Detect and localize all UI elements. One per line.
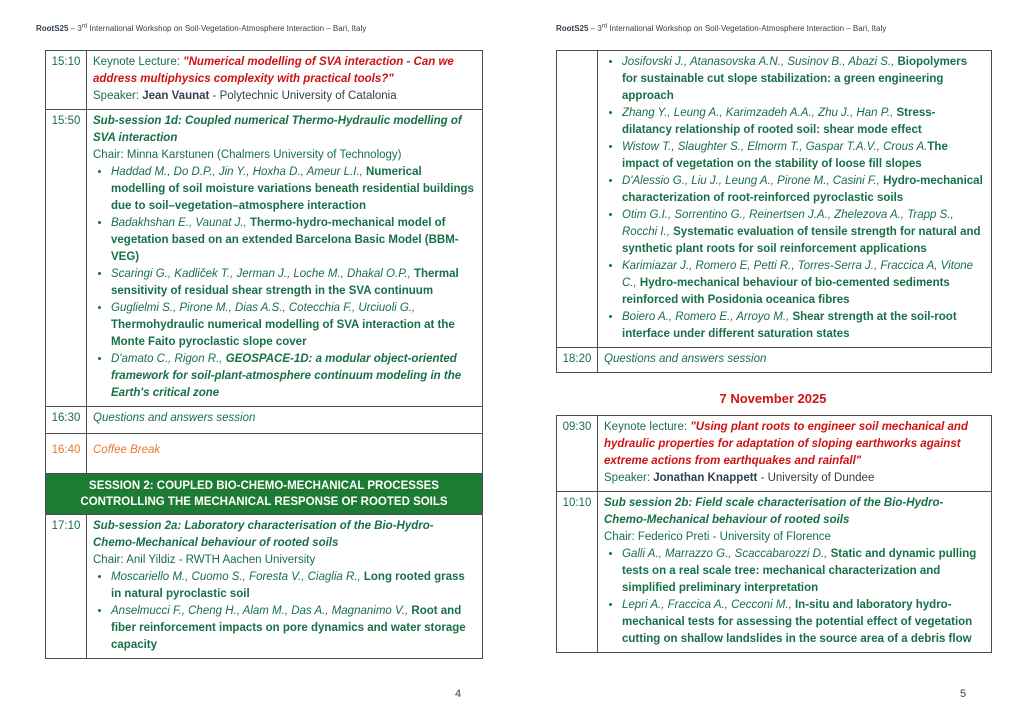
paper-item bbox=[111, 351, 476, 402]
speaker-affiliation: - Polytechnic University of Catalonia bbox=[209, 90, 397, 102]
paper-title: Thermohydraulic numerical modelling of SVA interaction at the Monte Faito pyroclastic slope cover bbox=[111, 319, 455, 348]
paper-item bbox=[622, 54, 985, 105]
paper-item bbox=[111, 300, 476, 351]
qa-text: Questions and answers session bbox=[604, 353, 767, 365]
table-row-keynote bbox=[557, 416, 991, 491]
program-table-day1-continued bbox=[556, 50, 992, 373]
paper-list bbox=[604, 54, 985, 343]
paper-title: Shear strength at the soil-root interface under different saturation states bbox=[622, 311, 957, 340]
keynote-title: "Numerical modelling of SVA interaction - Can we address multiphysics complexity with practical tools?" bbox=[93, 56, 454, 85]
table-row-session-2a bbox=[46, 514, 482, 658]
time-cell-empty bbox=[557, 51, 598, 347]
paper-authors: Scaringi G., Kadliček T., Jerman J., Loche M., Dhakal O.P., bbox=[111, 268, 414, 280]
paper-title: Thermal sensitivity of residual shear strength in the SVA continuum bbox=[111, 268, 459, 297]
paper-list bbox=[93, 569, 476, 654]
program-table-day2 bbox=[556, 415, 992, 653]
time-cell: 15:10 bbox=[46, 51, 87, 109]
paper-title: Root and fiber reinforcement impacts on pore dynamics and water storage capacity bbox=[111, 605, 466, 651]
table-row-qa bbox=[46, 406, 482, 433]
paper-item bbox=[622, 105, 985, 139]
paper-title: In-situ and laboratory hydro-mechanical tests for assessing the potential effect of vegetation cutting on shallow landslides in the source area of a debris flow bbox=[622, 599, 973, 645]
table-row-coffee-break bbox=[46, 433, 482, 473]
paper-title: Stress-dilatancy relationship of rooted soil: shear mode effect bbox=[622, 107, 936, 136]
paper-item bbox=[622, 309, 985, 343]
paper-authors: Wistow T., Slaughter S., Elmorm T., Gaspar T.A.V., Crous A. bbox=[622, 141, 928, 153]
session-banner: SESSION 2: COUPLED BIO-CHEMO-MECHANICAL PROCESSES CONTROLLING THE MECHANICAL RESPONSE OF ROOTED SOILS bbox=[46, 474, 482, 514]
keynote-label: Keynote lecture: bbox=[604, 421, 691, 433]
paper-authors: Guglielmi S., Pirone M., Dias A.S., Cotecchia F., Urciuoli G., bbox=[111, 302, 416, 314]
page-number-right: 5 bbox=[960, 688, 967, 700]
session-title: Sub-session 1d: Coupled numerical Thermo-Hydraulic modelling of SVA interaction bbox=[93, 115, 462, 144]
date-heading: 7 November 2025 bbox=[719, 391, 827, 406]
time-cell: 17:10 bbox=[46, 515, 87, 658]
time-cell: 15:50 bbox=[46, 110, 87, 406]
time-cell: 16:40 bbox=[46, 434, 87, 473]
paper-authors: D'amato C., Rigon R., bbox=[111, 353, 226, 365]
paper-title: Systematic evaluation of tensile strength for natural and synthetic plant roots for soil reinforcement applications bbox=[622, 226, 981, 255]
paper-authors: Lepri A., Fraccica A., Cecconi M., bbox=[622, 599, 795, 611]
header-brand: RootS25 bbox=[556, 24, 589, 33]
paper-item bbox=[622, 258, 985, 309]
session-title: Sub session 2b: Field scale characterisation of the Bio-Hydro-Chemo-Mechanical behaviour of rooted soils bbox=[604, 497, 944, 526]
header-mid: – 3 bbox=[68, 24, 82, 33]
header-mid: – 3 bbox=[588, 24, 602, 33]
session-title: Sub-session 2a: Laboratory characterisation of the Bio-Hydro-Chemo-Mechanical behaviour of rooted soils bbox=[93, 520, 434, 549]
header-rest: International Workshop on Soil-Vegetation-Atmosphere Interaction – Bari, Italy bbox=[87, 24, 367, 33]
time-cell: 10:10 bbox=[557, 492, 598, 652]
chair-line: Chair: Federico Preti - University of Florence bbox=[604, 531, 831, 543]
time-cell: 16:30 bbox=[46, 407, 87, 433]
paper-item bbox=[111, 266, 476, 300]
qa-text: Questions and answers session bbox=[93, 412, 256, 424]
paper-authors: Boiero A., Romero E., Arroyo M., bbox=[622, 311, 793, 323]
table-row-session-2b bbox=[557, 491, 991, 652]
speaker-name: Jean Vaunat bbox=[142, 90, 210, 102]
paper-authors: Josifovski J., Atanasovska A.N., Susinov B., Abazi S., bbox=[622, 56, 898, 68]
keynote-label: Keynote Lecture: bbox=[93, 56, 184, 68]
table-row-continuation bbox=[557, 51, 991, 347]
paper-authors: Haddad M., Do D.P., Jin Y., Hoxha D., Ameur L.I., bbox=[111, 166, 367, 178]
program-table-day1 bbox=[45, 50, 483, 659]
paper-title: The impact of vegetation on the stability of loose fill slopes bbox=[622, 141, 948, 170]
header-ordinal: rd bbox=[81, 23, 88, 30]
time-cell: 18:20 bbox=[557, 348, 598, 372]
paper-item bbox=[622, 207, 985, 258]
paper-item bbox=[622, 597, 985, 648]
header-brand: RootS25 bbox=[36, 24, 69, 33]
keynote-title: "Using plant roots to engineer soil mechanical and hydraulic properties for adaptation of sloping earthworks against extreme actions from earthquakes and rainfall" bbox=[604, 421, 968, 467]
paper-authors: Karimiazar J., Romero E, Petti R., Torres-Serra J., Fraccica A, Vitone C., bbox=[622, 260, 974, 289]
paper-list bbox=[93, 164, 476, 402]
paper-title: Thermo-hydro-mechanical model of vegetation based on an extended Barcelona Basic Model (BBM-VEG) bbox=[111, 217, 459, 263]
paper-title: Hydro-mechanical characterization of root-reinforced pyroclastic soils bbox=[622, 175, 983, 204]
paper-authors: D'Alessio G., Liu J., Leung A., Pirone M., Casini F., bbox=[622, 175, 884, 187]
page-header-right bbox=[556, 24, 886, 33]
chair-line: Chair: Minna Karstunen (Chalmers University of Technology) bbox=[93, 149, 402, 161]
paper-title: Biopolymers for sustainable cut slope stabilization: a green engineering approach bbox=[622, 56, 968, 102]
header-ordinal: rd bbox=[601, 23, 608, 30]
paper-authors: Badakhshan E., Vaunat J., bbox=[111, 217, 250, 229]
paper-authors: Zhang Y., Leung A., Karimzadeh A.A., Zhu J., Han P., bbox=[622, 107, 897, 119]
coffee-break-text: Coffee Break bbox=[93, 444, 161, 456]
speaker-label: Speaker: bbox=[604, 472, 654, 484]
header-rest: International Workshop on Soil-Vegetation-Atmosphere Interaction – Bari, Italy bbox=[607, 24, 887, 33]
speaker-label: Speaker: bbox=[93, 90, 143, 102]
paper-title: Hydro-mechanical behaviour of bio-cemented sediments reinforced with Posidonia oceanica fibres bbox=[622, 277, 950, 306]
paper-item bbox=[111, 569, 476, 603]
paper-list bbox=[604, 546, 985, 648]
paper-authors: Moscariello M., Cuomo S., Foresta V., Ciaglia R., bbox=[111, 571, 364, 583]
paper-title: Static and dynamic pulling tests on a real scale tree: mechanical characterization and simplified preliminary interpretation bbox=[622, 548, 977, 594]
speaker-name: Jonathan Knappett bbox=[653, 472, 758, 484]
speaker-affiliation: - University of Dundee bbox=[757, 472, 875, 484]
page-number-left: 4 bbox=[455, 688, 462, 700]
time-cell: 09:30 bbox=[557, 416, 598, 491]
paper-title: Long rooted grass in natural pyroclastic soil bbox=[111, 571, 465, 600]
paper-title: Numerical modelling of soil moisture variations beneath residential buildings due to soil–vegetation–atmosphere interaction bbox=[111, 166, 474, 212]
paper-item bbox=[622, 139, 985, 173]
paper-item bbox=[622, 173, 985, 207]
paper-authors: Anselmucci F., Cheng H., Alam M., Das A., Magnanimo V., bbox=[111, 605, 412, 617]
table-row-session-1d bbox=[46, 109, 482, 406]
paper-authors: Galli A., Marrazzo G., Scaccabarozzi D., bbox=[622, 548, 831, 560]
table-row-keynote bbox=[46, 51, 482, 109]
paper-item bbox=[111, 215, 476, 266]
paper-title: GEOSPACE-1D: a modular object-oriented framework for soil-plant-atmosphere continuum modeling in the Earth's critical zone bbox=[111, 353, 462, 399]
page-header-left bbox=[36, 24, 366, 33]
table-row-session-banner bbox=[46, 473, 482, 514]
paper-item bbox=[111, 164, 476, 215]
paper-authors: Otim G.I., Sorrentino G., Reinertsen J.A., Zhelezova A., Trapp S., Rocchi I., bbox=[622, 209, 954, 238]
table-row-qa bbox=[557, 347, 991, 372]
paper-item bbox=[111, 603, 476, 654]
paper-item bbox=[622, 546, 985, 597]
chair-line: Chair: Anil Yildiz - RWTH Aachen University bbox=[93, 554, 316, 566]
